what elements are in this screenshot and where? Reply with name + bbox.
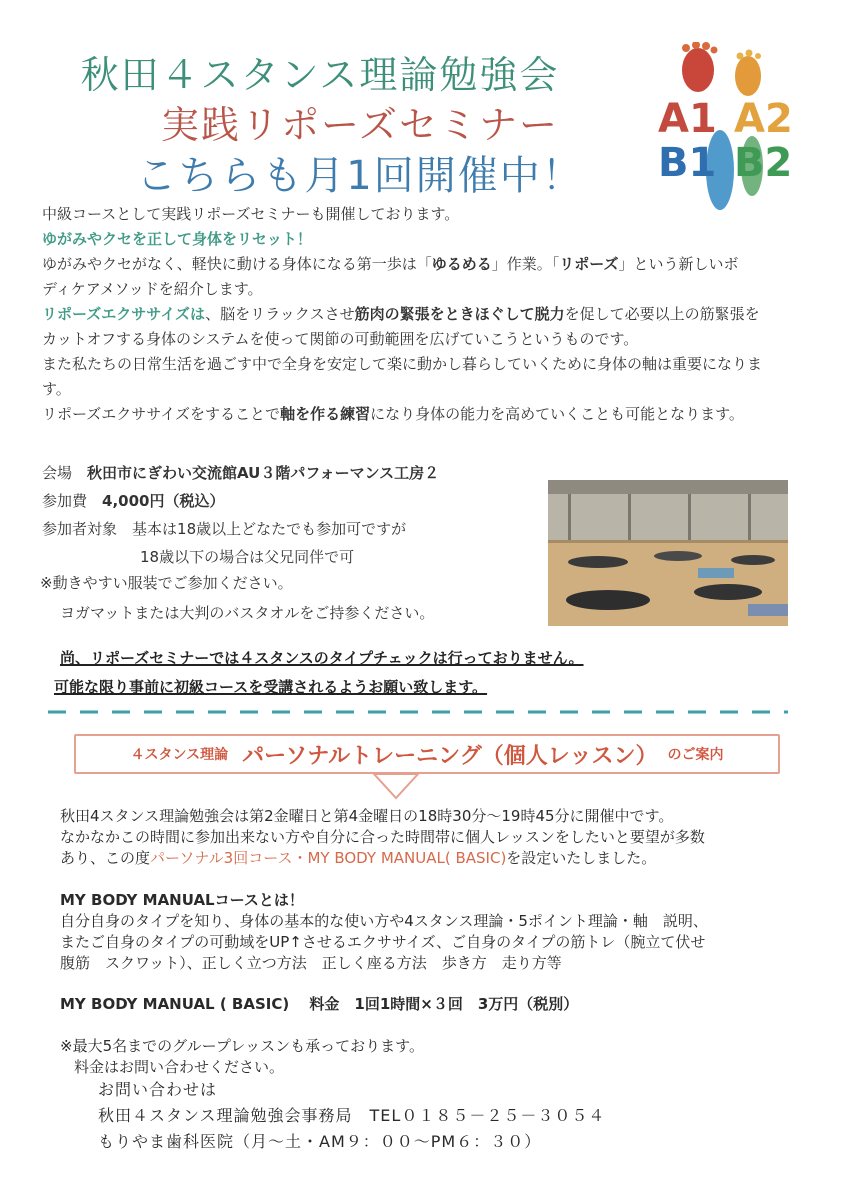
logo-b1: B1: [658, 140, 717, 186]
course-line: 腹筋 スクワット）、正しく立つ方法 正しく座る方法 歩き方 走り方等: [60, 954, 562, 972]
intro-line: リポーズエクササイズは、脳をリラックスさせ筋肉の緊張をときほぐして脱力を促して必要以上の筋緊張を: [42, 305, 760, 323]
banner-title: パーソナルトレーニング（個人レッスン）: [242, 743, 658, 769]
logo-b2: B2: [734, 140, 793, 186]
banner-suffix: のご案内: [667, 747, 724, 763]
four-stance-logo: [656, 42, 804, 218]
intro-line: ディケアメソッドを紹介します。: [42, 280, 263, 298]
note-row: ※動きやすい服装でご参加ください。: [40, 574, 293, 592]
contact-office: 秋田４スタンス理論勉強会事務局 TEL０１８５－２５－３０５４: [98, 1106, 606, 1125]
personal-line: 秋田4スタンス理論勉強会は第2金曜日と第4金曜日の18時30分～19時45分に開催中です。: [60, 807, 674, 825]
personal-line: なかなかこの時間に参加出来ない方や自分に合った時間帯に個人レッスンをしたいと要望が多数: [60, 828, 705, 846]
fee-row: 参加費 4,000円（税込）: [42, 492, 225, 510]
personal-line: あり、この度パーソナル3回コース・MY BODY MANUAL( BASIC)を設定いたしました。: [60, 849, 657, 867]
notice-type-check: 尚、リポーズセミナーでは４スタンスのタイプチェックは行っておりません。: [60, 649, 584, 667]
notice-beginner-course: 可能な限り事前に初級コースを受講されるようお願い致します。: [54, 678, 488, 696]
title-line-3: こちらも月1回開催中！: [136, 153, 584, 199]
group-note-line: ※最大5名までのグループレッスンも承っております。: [60, 1037, 424, 1055]
event-details: [42, 460, 542, 626]
title-line-2: 実践リポーズセミナー: [160, 103, 560, 147]
course-heading: MY BODY MANUALコースとは！: [60, 891, 304, 909]
intro-line: 中級コースとして実践リポーズセミナーも開催しております。: [42, 205, 460, 223]
price-line: [60, 994, 800, 1015]
course-line: 自分自身のタイプを知り、身体の基本的な使い方や4スタンス理論・5ポイント理論・軸 説明、: [60, 912, 708, 930]
seminar-photo: [548, 480, 788, 626]
logo-a1: A1: [658, 96, 717, 142]
group-note-line: 料金はお問い合わせください。: [74, 1058, 285, 1076]
intro-heading: ゆがみやクセを正して身体をリセット！: [42, 230, 312, 248]
contact-heading: お問い合わせは: [98, 1080, 218, 1099]
logo-a2: A2: [734, 96, 793, 142]
personal-training-banner: [74, 734, 780, 774]
venue-row: 会場 秋田市にぎわい交流館AU３階パフォーマンス工房２: [42, 464, 440, 482]
down-arrow-icon: [372, 772, 420, 800]
personal-intro: [60, 806, 800, 869]
intro-line: また私たちの日常生活を過ごす中で全身を安定して楽に動かし暮らしていくために身体の軸は重要になりま: [42, 355, 763, 373]
intro-line: カットオフする身体のシステムを使って関節の可動範囲を広げていこうというものです。: [42, 330, 639, 348]
note-row: ヨガマットまたは大判のバスタオルをご持参ください。: [60, 604, 435, 622]
course-description: [60, 890, 800, 974]
target-row: 参加者対象 基本は18歳以上どなたでも参加可ですが: [42, 520, 407, 538]
photo-illustration: [548, 480, 788, 626]
title-line-1: 秋田４スタンス理論勉強会: [80, 53, 560, 97]
target-row-2: 18歳以下の場合は父兄同伴で可: [140, 548, 355, 566]
intro-line: ゆがみやクセがなく、軽快に動ける身体になる第一歩は「ゆるめる」作業。「リポーズ」という新しいボ: [42, 255, 739, 273]
dashed-divider: [48, 708, 788, 716]
price-text: MY BODY MANUAL ( BASIC) 料金 1回1時間×３回 3万円（税別）: [60, 995, 579, 1013]
group-lesson-note: [60, 1036, 800, 1078]
contact-clinic: もりやま歯科医院（月～土・AM９：００～PM６：３０）: [98, 1132, 542, 1151]
banner-prefix: ４スタンス理論: [130, 747, 229, 763]
intro-line: す。: [42, 380, 71, 398]
intro-section: [42, 202, 802, 427]
intro-line: リポーズエクササイズをすることで軸を作る練習になり身体の能力を高めていくことも可能となります。: [42, 405, 744, 423]
course-line: またご自身のタイプの可動域をUP↑させるエクササイズ、ご自身のタイプの筋トレ（腕立て伏せ: [60, 933, 706, 951]
